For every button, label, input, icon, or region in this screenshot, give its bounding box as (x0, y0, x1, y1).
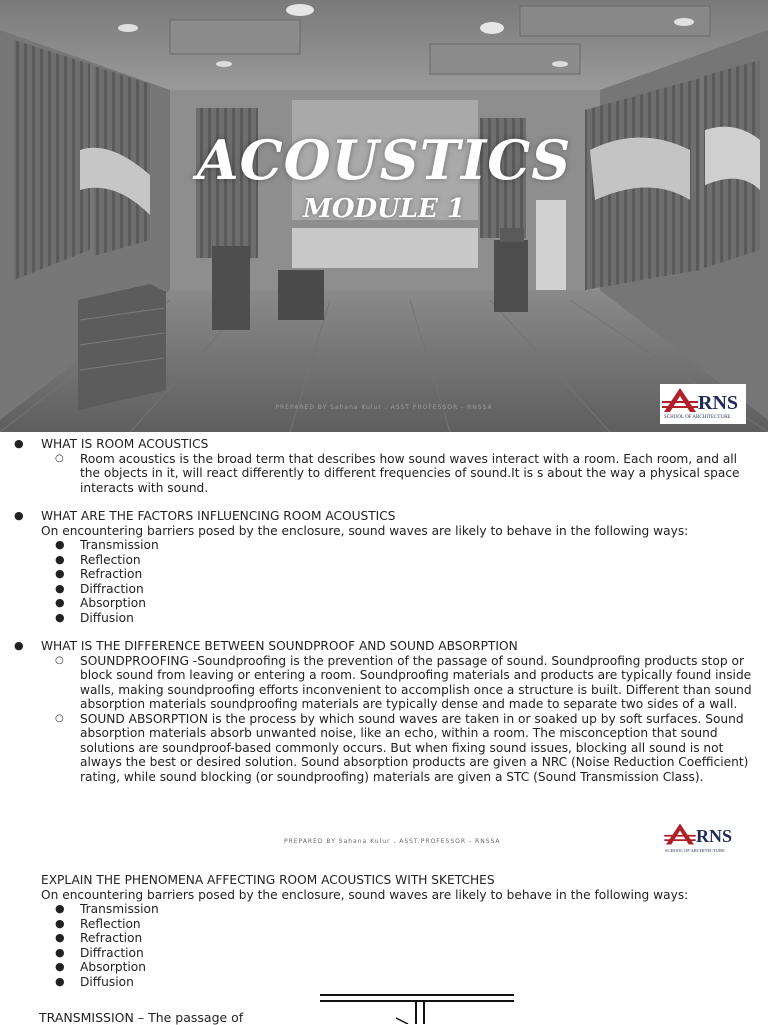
rns-logo-mark-icon (660, 384, 700, 416)
section-intro: On encountering barriers posed by the enclosure, sound waves are likely to behave in the following ways: (41, 523, 689, 538)
sub-item (41, 452, 754, 496)
bullet-icon: ● (55, 596, 65, 609)
rns-logo (660, 384, 746, 424)
list-item: ● Transmission (55, 538, 159, 552)
page2-heading: EXPLAIN THE PHENOMENA AFFECTING ROOM ACOUSTICS WITH SKETCHES (41, 873, 495, 887)
rns-logo-small (662, 820, 738, 856)
cover-subtitle: MODULE 1 (303, 194, 465, 224)
bullet-icon: ● (55, 916, 65, 930)
section-heading: WHAT IS THE DIFFERENCE BETWEEN SOUNDPROOF AND SOUND ABSORPTION (41, 639, 518, 653)
bullet-icon: ● (55, 610, 65, 624)
bullet-icon: ● (55, 931, 65, 944)
cover-banner (0, 0, 768, 432)
factor-list (41, 538, 754, 625)
section-heading: WHAT IS ROOM ACOUSTICS (41, 437, 209, 451)
sub-item (41, 712, 754, 785)
section-heading: WHAT ARE THE FACTORS INFLUENCING ROOM ACOUSTICS (41, 509, 396, 523)
list-item: ● Diffraction (55, 945, 144, 960)
circle-bullet-icon: ○ (55, 654, 64, 666)
phenomena-list (41, 902, 741, 989)
bullet-icon: ● (55, 902, 65, 915)
page2-body (41, 873, 741, 989)
bullet-icon: ● (55, 552, 65, 566)
footer-credit: PREPARED BY Sahana Kulur , ASST.PROFESSOR - RNSSA (284, 838, 501, 845)
list-item: ● Refraction (55, 567, 143, 581)
circle-bullet-icon: ○ (55, 712, 64, 724)
section-soundproof-vs-absorption (0, 639, 768, 784)
transmission-sketch (318, 992, 518, 1024)
section-factors (0, 509, 768, 625)
transmission-text: TRANSMISSION – The passage of (39, 1010, 244, 1025)
document-body (0, 437, 768, 784)
bullet-icon: ● (14, 639, 24, 652)
rns-logo-word: RNS (696, 826, 733, 846)
bullet-icon: ● (55, 945, 65, 959)
section-room-acoustics (0, 437, 768, 495)
bullet-icon: ● (55, 974, 65, 988)
list-item: ● Refraction (55, 931, 143, 945)
list-item: ● Absorption (55, 596, 146, 610)
sub-item-text: Room acoustics is the broad term that describes how sound waves interact with a room. Each room, and all the objects in it, will react differently to different frequencies of sound.It is s about the way a physical space interacts with sound. (80, 451, 740, 495)
circle-bullet-icon: ○ (55, 452, 64, 464)
bullet-icon: ● (55, 960, 65, 973)
sub-item (41, 654, 754, 712)
bullet-icon: ● (14, 509, 24, 522)
page2-intro: On encountering barriers posed by the enclosure, sound waves are likely to behave in the following ways: (41, 887, 689, 902)
list-item: ● Diffraction (55, 581, 144, 596)
list-item: ● Reflection (55, 552, 141, 567)
list-item: ● Absorption (55, 960, 146, 974)
list-item: ● Diffusion (55, 610, 134, 625)
list-item: ● Reflection (55, 916, 141, 931)
rns-logo-mark-icon (662, 820, 698, 848)
cover-credit: PREPARED BY Sahana Kulur , ASST PROFESSOR - RNSSA (275, 404, 493, 411)
list-item: ● Diffusion (55, 974, 134, 989)
rns-logo-word: RNS (698, 392, 739, 414)
cover-title: ACOUSTICS (196, 128, 572, 192)
bullet-icon: ● (55, 538, 65, 551)
bullet-icon: ● (14, 437, 24, 450)
sub-item-text: SOUNDPROOFING -Soundproofing is the prevention of the passage of sound. Soundproofing products stop or block sound from leaving or entering a room. Soundproofing materials and products are typically found inside walls, making soundproofing efforts inconvenient to accomplish once a structure is built. Different than sound absorption materials soundproofing materials are typically dense and made to separate two sides of a wall. (80, 653, 752, 711)
bullet-icon: ● (55, 567, 65, 580)
sub-item-text: SOUND ABSORPTION is the process by which sound waves are taken in or soaked up by soft surfaces. Sound absorption materials absorb unwanted noise, like an echo, within a room. The misconception that sound solutions are soundproof-based commonly occurs. But when fixing sound issues, blocking all sound is not always the best or desired solution. Sound absorption products are given a NRC (Noise Reduction Coefficient) rating, while sound blocking (or soundproofing) materials are given a STC (Sound Transmission Class). (80, 711, 749, 784)
rns-logo-tagline: SCHOOL OF ARCHITECTURE (665, 848, 725, 853)
bullet-icon: ● (55, 581, 65, 595)
list-item: ● Transmission (55, 902, 159, 916)
rns-logo-tagline: SCHOOL OF ARCHITECTURE (664, 415, 731, 420)
